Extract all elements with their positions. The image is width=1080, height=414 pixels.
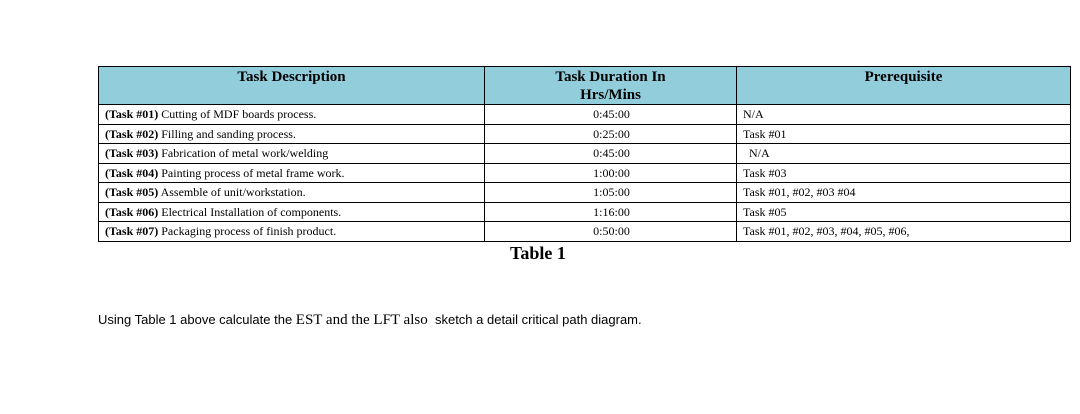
task-id: (Task #07) bbox=[105, 224, 159, 239]
task-desc: Packaging process of finish product. bbox=[158, 224, 337, 239]
cell-duration: 0:45:00 bbox=[485, 144, 737, 164]
task-id: (Task #06) bbox=[105, 204, 159, 219]
task-desc: Painting process of metal frame work. bbox=[158, 165, 345, 180]
task-id: (Task #02) bbox=[105, 126, 159, 141]
task-desc: Assemble of unit/workstation. bbox=[158, 185, 306, 200]
cell-prerequisite: Task #01 bbox=[737, 124, 1071, 144]
cell-description bbox=[99, 183, 485, 203]
question-text bbox=[98, 312, 642, 329]
task-desc: Fabrication of metal work/welding bbox=[158, 146, 329, 161]
cell-prerequisite: Task #01, #02, #03 #04 bbox=[737, 183, 1071, 203]
header-task-duration bbox=[485, 67, 737, 105]
cell-description bbox=[99, 124, 485, 144]
question-part2: EST and the LFT also bbox=[295, 312, 428, 328]
table-caption: Table 1 bbox=[510, 243, 566, 263]
task-id: (Task #03) bbox=[105, 146, 159, 161]
cell-prerequisite: N/A bbox=[737, 144, 1071, 164]
cell-prerequisite: N/A bbox=[737, 105, 1071, 125]
header-task-description: Task Description bbox=[99, 67, 485, 105]
cell-description bbox=[99, 222, 485, 242]
cell-duration: 1:00:00 bbox=[485, 163, 737, 183]
table-row bbox=[99, 163, 1071, 183]
cell-description bbox=[99, 105, 485, 125]
table-row bbox=[99, 202, 1071, 222]
task-desc: Electrical Installation of components. bbox=[158, 204, 342, 219]
header-duration-line1: Task Duration In bbox=[555, 69, 666, 85]
table-row bbox=[99, 124, 1071, 144]
task-id: (Task #05) bbox=[105, 185, 159, 200]
cell-duration: 0:50:00 bbox=[485, 222, 737, 242]
table-row bbox=[99, 105, 1071, 125]
cell-prerequisite: Task #03 bbox=[737, 163, 1071, 183]
task-id: (Task #01) bbox=[105, 107, 159, 122]
cell-duration: 1:05:00 bbox=[485, 183, 737, 203]
table-row bbox=[99, 222, 1071, 242]
header-prerequisite: Prerequisite bbox=[737, 67, 1071, 105]
table-header-row bbox=[99, 67, 1071, 105]
cell-prerequisite: Task #01, #02, #03, #04, #05, #06, bbox=[737, 222, 1071, 242]
question-part1: Using Table 1 above calculate the bbox=[98, 312, 296, 327]
task-desc: Cutting of MDF boards process. bbox=[158, 107, 317, 122]
cell-description bbox=[99, 202, 485, 222]
cell-duration: 0:25:00 bbox=[485, 124, 737, 144]
task-id: (Task #04) bbox=[105, 165, 159, 180]
question-part3: sketch a detail critical path diagram. bbox=[427, 312, 642, 327]
header-duration-line2: Hrs/Mins bbox=[580, 87, 641, 103]
cell-duration: 0:45:00 bbox=[485, 105, 737, 125]
cell-duration: 1:16:00 bbox=[485, 202, 737, 222]
table-row bbox=[99, 144, 1071, 164]
task-desc: Filling and sanding process. bbox=[158, 126, 296, 141]
table-row bbox=[99, 183, 1071, 203]
cell-description bbox=[99, 163, 485, 183]
cell-description bbox=[99, 144, 485, 164]
cell-prerequisite: Task #05 bbox=[737, 202, 1071, 222]
task-table bbox=[98, 66, 1071, 242]
